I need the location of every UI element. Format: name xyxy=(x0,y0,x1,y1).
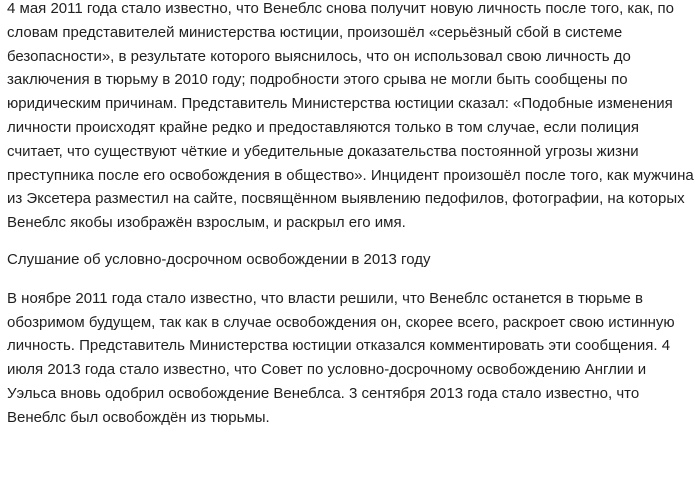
article-paragraph-2: В ноябре 2011 года стало известно, что власти решили, что Венеблс останется в тюрьме в обозримом будущем, так как в случае освобождения он, скорее всего, раскроет свою истинную личность. Представитель Министерства юстиции отказался комментировать эти сообщения. 4 июля 2013 года стало известно, что Совет по условно-досрочному освобождению Англии и Уэльса вновь одобрил освобождение Венеблса. 3 сентября 2013 года стало известно, что Венеблс был освобождён из тюрьмы. xyxy=(7,289,675,426)
section-heading: Слушание об условно-досрочном освобождении в 2013 году xyxy=(7,250,431,268)
article-paragraph-1: 4 мая 2011 года стало известно, что Венеблс снова получит новую личность после того, как, по словам представителей министерства юстиции, произошёл «серьёзный сбой в системе безопасности», в результате которого выяснилось, что он использовал свою личность до заключения в тюрьму в 2010 году; подробности этого срыва не могли быть сообщены по юридическим причинам. Представитель Министерства юстиции сказал: «Подобные изменения личности происходят крайне редко и предоставляются только в том случае, если полиция считает, что существуют чёткие и убедительные доказательства постоянной угрозы жизни преступника после его освобождения в общество». Инцидент произошёл после того, как мужчина из Эксетера разместил на сайте, посвящённом выявлению педофилов, фотографии, на которых Венеблс якобы изображён взрослым, и раскрыл его имя. xyxy=(7,0,694,232)
